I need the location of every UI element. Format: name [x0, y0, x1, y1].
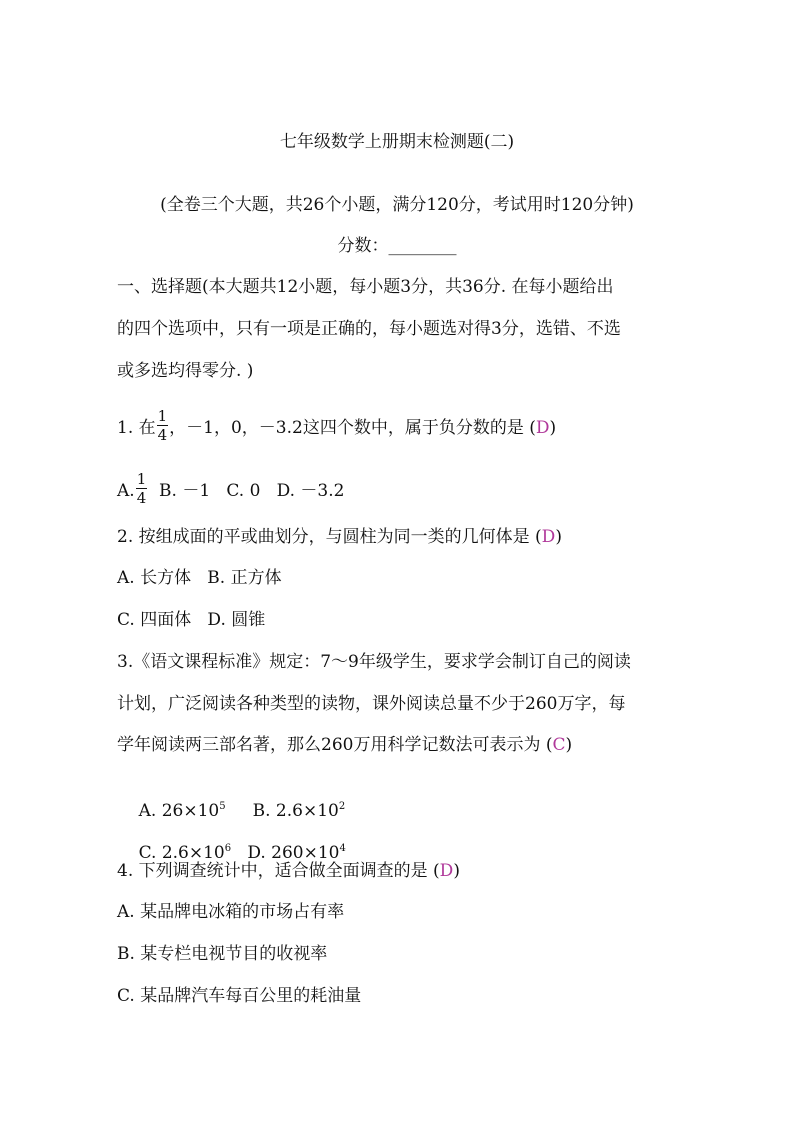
fraction-one-quarter	[157, 407, 169, 444]
question-2-options-1: A. 长方体 B. 正方体	[117, 568, 282, 588]
q4-close: )	[453, 861, 460, 881]
q3-close: )	[565, 735, 573, 755]
option-c: C. 2.6×10	[138, 843, 225, 863]
question-2-options-2: C. 四面体 D. 圆锥	[117, 610, 266, 630]
exponent: 2	[338, 801, 346, 812]
fraction-numerator: 1	[136, 470, 147, 488]
q4-stem: 4. 下列调查统计中，适合做全面调查的是 (	[117, 861, 440, 881]
options-rest: B. －1 C. 0 D. －3.2	[148, 481, 345, 501]
question-4-stem	[117, 859, 460, 883]
answer-mark: C	[552, 735, 566, 755]
answer-mark: D	[535, 418, 550, 438]
fraction-denominator: 4	[157, 426, 168, 444]
q2-close: )	[555, 527, 562, 547]
q1-rest: ，－1，0，－3.2这四个数中，属于负分数的是 (	[169, 418, 536, 438]
fraction-numerator: 1	[157, 407, 168, 425]
q3-stem-last: 学年阅读两三部名著，那么260万用科学记数法可表示为 (	[117, 735, 553, 755]
question-4-option-a: A. 某品牌电冰箱的市场占有率	[117, 902, 345, 922]
section-intro-line-3: 或多选均得零分. )	[117, 361, 254, 381]
question-3-stem-line-2: 计划，广泛阅读各种类型的读物，课外阅读总量不少于260万字，每	[117, 694, 626, 714]
answer-mark: D	[541, 527, 556, 547]
question-4-option-c: C. 某品牌汽车每百公里的耗油量	[117, 986, 362, 1006]
q2-stem: 2. 按组成面的平或曲划分，与圆柱为同一类的几何体是 (	[117, 527, 542, 547]
score-blank: ________	[388, 236, 457, 256]
section-intro-line-2: 的四个选项中，只有一项是正确的，每小题选对得3分，选错、不选	[117, 319, 621, 339]
exam-subtitle: (全卷三个大题，共26个小题，满分120分，考试用时120分钟)	[160, 195, 634, 215]
question-2-stem	[117, 525, 562, 549]
question-3-stem-line-1: 3.《语文课程标准》规定：7～9年级学生，要求学会制订自己的阅读	[117, 652, 631, 672]
answer-mark: D	[439, 861, 454, 881]
option-a-label: A.	[117, 481, 135, 501]
option-d: D. 260×10	[231, 843, 340, 863]
question-3-stem-line-3	[117, 733, 572, 757]
exponent: 4	[339, 843, 346, 854]
option-b: B. 2.6×10	[225, 801, 339, 821]
section-intro-line-1: 一、选择题(本大题共12小题，每小题3分，共36分. 在每小题给出	[117, 277, 614, 297]
question-4-option-b: B. 某专栏电视节目的收视率	[117, 944, 328, 964]
question-1-stem	[117, 407, 557, 447]
q1-close: )	[549, 418, 557, 438]
fraction-denominator: 4	[136, 489, 147, 507]
option-a: A. 26×10	[138, 801, 220, 821]
page-title: 七年级数学上册期末检测题(二)	[279, 132, 515, 152]
score-label: 分数：	[337, 236, 389, 256]
question-1-options	[117, 470, 345, 510]
exponent: 5	[219, 801, 226, 812]
score-line	[0, 234, 794, 258]
q1-prefix: 1. 在	[117, 418, 156, 438]
fraction-one-quarter	[136, 470, 148, 507]
exponent: 6	[224, 843, 232, 854]
